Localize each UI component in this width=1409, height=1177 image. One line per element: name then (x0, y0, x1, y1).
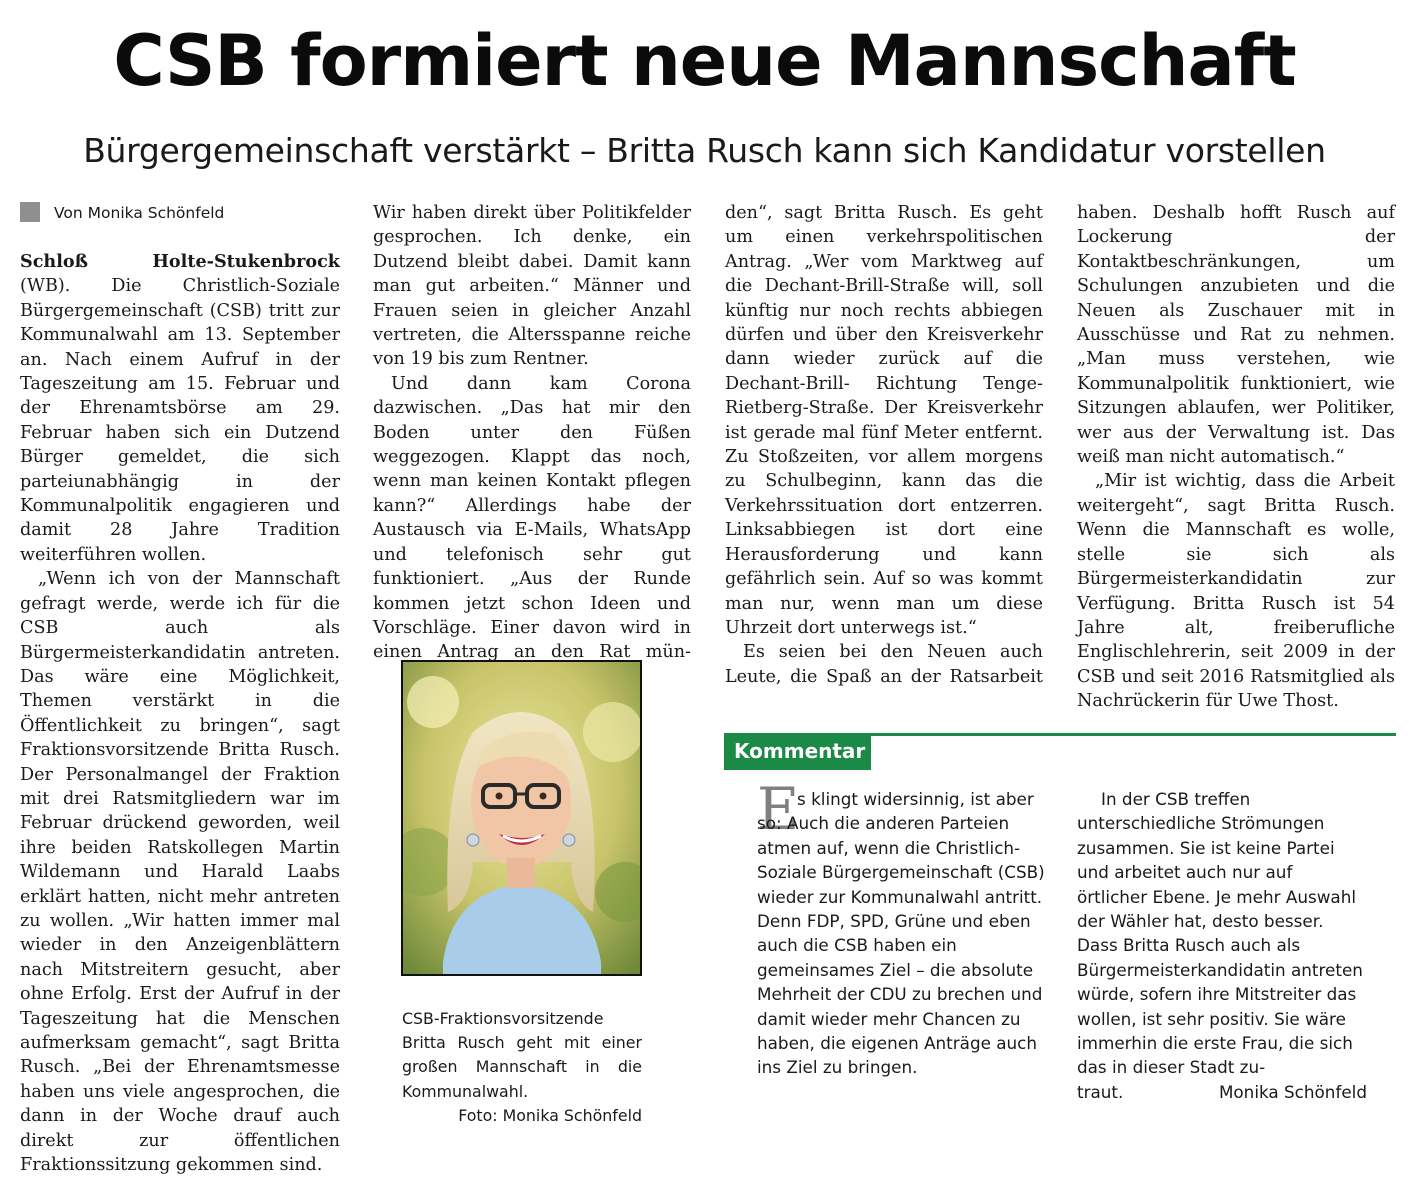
kommentar-text: s klingt widersinnig, ist aber so: Auch die anderen Parteien atmen auf, wenn die Christlich-Soziale Bürgergemeinschaft (CSB) wieder zur Kommunalwahl antritt. Denn FDP, SPD, Grüne und eben auch die CSB haben ein gemeinsames Ziel – die absolute Mehrheit der CDU zu brechen und damit wieder mehr Chancen zu haben, die eigenen Anträge auch ins Ziel zu bringen. (757, 789, 1045, 1078)
paragraph: (WB). Die Christlich-Soziale Bürgergemeinschaft (CSB) tritt zur Kommunalwahl am 13. September an. Nach einem Aufruf in der Tageszeitung am 15. Februar und der Ehrenamtsbörse am 29. Februar haben sich ein Dutzend Bürger gemeldet, die sich parteiunabhängig in der Kommunalpolitik engagieren und damit 28 Jahre Tradition weiterführen wollen. (20, 276, 340, 565)
kommentar-dropcap: E (757, 775, 800, 843)
byline (20, 201, 224, 225)
portrait-photo (401, 660, 642, 976)
kommentar-column-1 (757, 787, 1057, 1080)
article-headline: CSB formiert neue Mannschaft (113, 20, 1296, 102)
paragraph: den“, sagt Britta Rusch. Es geht um einen verkehrspolitischen Antrag. „Wer vom Marktweg auf die Dechant-Brill-Straße will, soll künftig nur noch rechts abbiegen dürfen und über den Kreisverkehr dann wieder zurück auf die Dechant-Brill- Richtung Tenge-Rietberg-Straße. Der Kreisverkehr ist gerade mal fünf Meter entfernt. Zu Stoßzeiten, vor allem morgens zu Schulbeginn, kann das die Verkehrssituation dort entzerren. Linksabbiegen ist dort eine Herausforderung und kann gefährlich sein. Auf so was kommt man nur, wenn man um diese Uhrzeit dort unterwegs ist.“ (725, 203, 1043, 638)
article-column-4 (1077, 201, 1395, 714)
caption-text: CSB-Fraktionsvorsitzende Britta Rusch geht mit einer großen Mannschaft in die Kommunalwahl. (402, 1009, 642, 1101)
byline-marker (20, 202, 40, 222)
paragraph: Wir haben direkt über Politikfelder gesprochen. Ich denke, ein Dutzend bleibt dabei. Damit kann man gut arbeiten.“ Männer und Frauen seien in gleicher Anzahl vertreten, die Altersspanne reiche von 19 bis zum Rentner. (373, 203, 691, 370)
article-subheadline: Bürgergemeinschaft verstärkt – Britta Rusch kann sich Kandidatur vorstellen (83, 131, 1326, 170)
kommentar-label: Kommentar (724, 733, 871, 770)
article-column-2 (373, 201, 691, 665)
article-column-3 (725, 201, 1043, 689)
kommentar-column-2 (1077, 787, 1367, 1104)
article-column-1 (20, 250, 340, 1177)
paragraph: „Wenn ich von der Mannschaft gefragt werde, werde ich für die CSB auch als Bürgermeisterkandidatin antreten. Das wäre eine Möglichkeit, Themen verstärkt in die Öffentlichkeit zu bringen“, sagt Fraktionsvorsitzende Britta Rusch. Der Personalmangel der Fraktion mit drei Ratsmitgliedern war im Februar drückend geworden, weil ihre beiden Ratskollegen Martin Wildemann und Harald Laabs erklärt hatten, nicht mehr antreten zu wollen. „Wir hatten immer mal wieder in den Anzeigenblättern nach Mitstreitern gesucht, aber ohne Erfolg. Erst der Aufruf in der Tageszeitung hat die Menschen aufmerksam gemacht“, sagt Britta Rusch. „Bei der Ehrenamtsmesse haben uns viele angesprochen, die dann in der Woche drauf auch direkt zur öffentlichen Fraktionssitzung gekommen sind. (20, 569, 340, 1176)
kommentar-last-word: traut. (1077, 1081, 1124, 1102)
paragraph: Es seien bei den Neuen auch Leute, die Spaß an der Ratsarbeit (725, 642, 1043, 687)
photo-caption (402, 1007, 642, 1128)
paragraph: haben. Deshalb hofft Rusch auf Lockerung der Kontaktbeschränkungen, um Schulungen anzubieten und die Neuen als Zuschauer mit in Ausschüsse und Rat zu nehmen. „Man muss verstehen, wie Kommunalpolitik funktioniert, wie Sitzungen ablaufen, wer Politiker, wer aus der Verwaltung ist. Das weiß man nicht automatisch.“ (1077, 203, 1395, 468)
dateline-place-2: Holte-Stukenbrock (152, 251, 340, 272)
dateline (20, 250, 340, 274)
kommentar-author: Monika Schönfeld (1218, 1081, 1367, 1102)
photo-credit: Foto: Monika Schönfeld (458, 1105, 642, 1125)
paragraph: Und dann kam Corona dazwischen. „Das hat mir den Boden unter den Füßen weggezogen. Klappt das noch, wenn man keinen Kontakt pflegen kann?“ Allerdings habe der Austausch via E-Mails, WhatsApp und telefonisch sehr gut funktioniert. „Aus der Runde kommen jetzt schon Ideen und Vorschläge. Einer davon wird in einen Antrag an den Rat mün- (373, 373, 691, 663)
paragraph: „Mir ist wichtig, dass die Arbeit weitergeht“, sagt Britta Rusch. Wenn die Mannschaft es wolle, stelle sie sich als Bürgermeisterkandidatin zur Verfügung. Britta Rusch ist 54 Jahre alt, freiberufliche Englischlehrerin, seit 2009 in der CSB und seit 2016 Ratsmitglied als Nachrückerin für Uwe Thost. (1077, 471, 1395, 712)
byline-text: Von Monika Schönfeld (54, 204, 225, 222)
kommentar-text: In der CSB treffen unterschiedliche Strömungen zusammen. Sie ist keine Partei und arbeitet auch nur auf örtlicher Ebene. Je mehr Auswahl der Wähler hat, desto besser. Dass Britta Rusch auch als Bürgermeisterkandidatin antreten würde, sofern ihre Mitstreiter das wollen, ist sehr positiv. Sie wäre immerhin die erste Frau, die sich das in dieser Stadt zu- (1077, 789, 1363, 1078)
dateline-place-1: Schloß (20, 251, 88, 272)
kommentar-signature-row (1077, 1080, 1367, 1104)
